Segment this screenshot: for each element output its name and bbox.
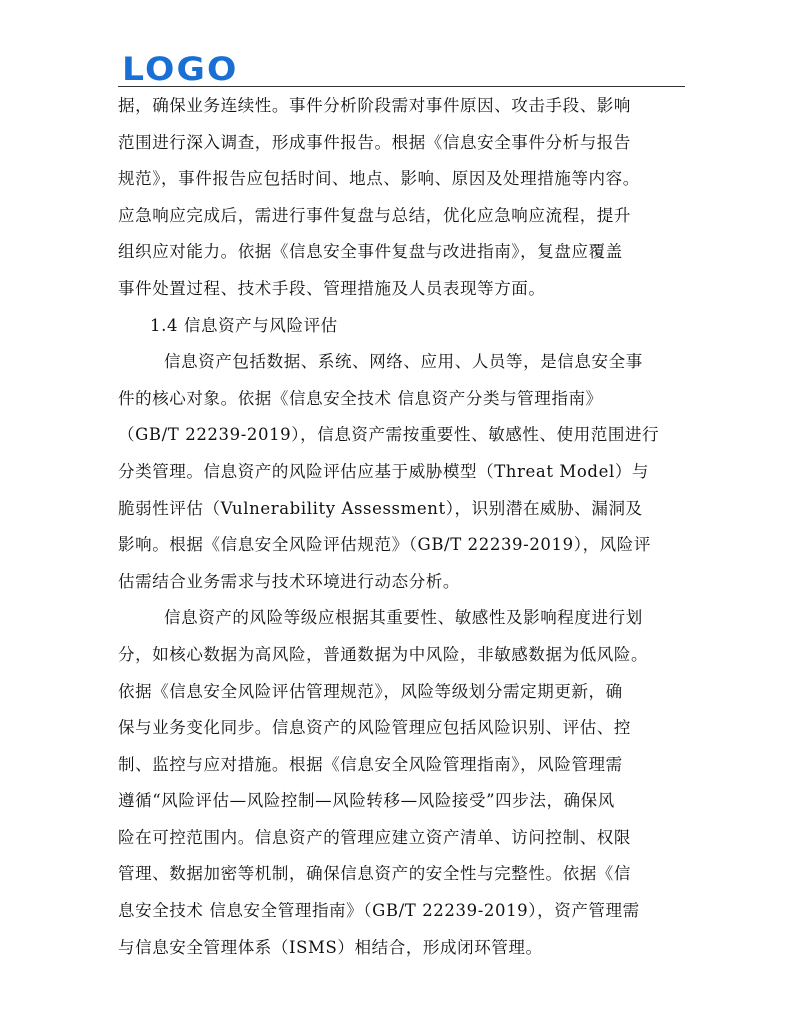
text-line: 险在可控范围内。信息资产的管理应建立资产清单、访问控制、权限 bbox=[118, 827, 631, 847]
text-line: 分，如核心数据为高风险，普通数据为中风险，非敏感数据为低风险。 bbox=[118, 644, 649, 664]
text-line: 制、监控与应对措施。根据《信息安全风险管理指南》，风险管理需 bbox=[118, 754, 623, 774]
text-line: 组织应对能力。依据《信息安全事件复盘与改进指南》，复盘应覆盖 bbox=[118, 242, 623, 262]
text-line: （GB/T 22239-2019），信息资产需按重要性、敏感性、使用范围进行 bbox=[118, 425, 660, 445]
paragraph-first-line: 信息资产包括数据、系统、网络、应用、人员等，是信息安全事 bbox=[164, 352, 643, 372]
section-heading: 1.4 信息资产与风险评估 bbox=[150, 315, 338, 335]
text-line: 应急响应完成后，需进行事件复盘与总结，优化应急响应流程，提升 bbox=[118, 205, 631, 225]
logo: LOGO bbox=[122, 50, 239, 88]
document-body bbox=[118, 88, 698, 966]
text-line: 据，确保业务连续性。事件分析阶段需对事件原因、攻击手段、影响 bbox=[118, 96, 631, 115]
text-line: 依据《信息安全风险评估管理规范》，风险等级划分需定期更新，确 bbox=[118, 681, 623, 701]
text-line: 范围进行深入调查，形成事件报告。根据《信息安全事件分析与报告 bbox=[118, 132, 631, 152]
text-line: 与信息安全管理体系（ISMS）相结合，形成闭环管理。 bbox=[118, 937, 543, 957]
text-line: 分类管理。信息资产的风险评估应基于威胁模型（Threat Model）与 bbox=[118, 461, 650, 481]
text-line: 事件处置过程、技术手段、管理措施及人员表现等方面。 bbox=[118, 278, 546, 298]
text-line: 遵循“风险评估—风险控制—风险转移—风险接受”四步法，确保风 bbox=[118, 791, 615, 811]
text-line: 保与业务变化同步。信息资产的风险管理应包括风险识别、评估、控 bbox=[118, 718, 631, 738]
header-divider bbox=[118, 86, 685, 87]
page-header bbox=[118, 50, 685, 88]
paragraph-first-line: 信息资产的风险等级应根据其重要性、敏感性及影响程度进行划 bbox=[164, 608, 643, 628]
text-line: 规范》，事件报告应包括时间、地点、影响、原因及处理措施等内容。 bbox=[118, 169, 640, 189]
text-line: 估需结合业务需求与技术环境进行动态分析。 bbox=[118, 571, 460, 591]
text-line: 件的核心对象。依据《信息安全技术 信息资产分类与管理指南》 bbox=[118, 388, 603, 408]
text-line: 管理、数据加密等机制，确保信息资产的安全性与完整性。依据《信 bbox=[118, 864, 631, 884]
text-line: 脆弱性评估（Vulnerability Assessment），识别潜在威胁、漏洞及 bbox=[118, 498, 643, 518]
text-line: 影响。根据《信息安全风险评估规范》（GB/T 22239-2019），风险评 bbox=[118, 535, 651, 555]
text-line: 息安全技术 信息安全管理指南》（GB/T 22239-2019），资产管理需 bbox=[118, 901, 640, 921]
